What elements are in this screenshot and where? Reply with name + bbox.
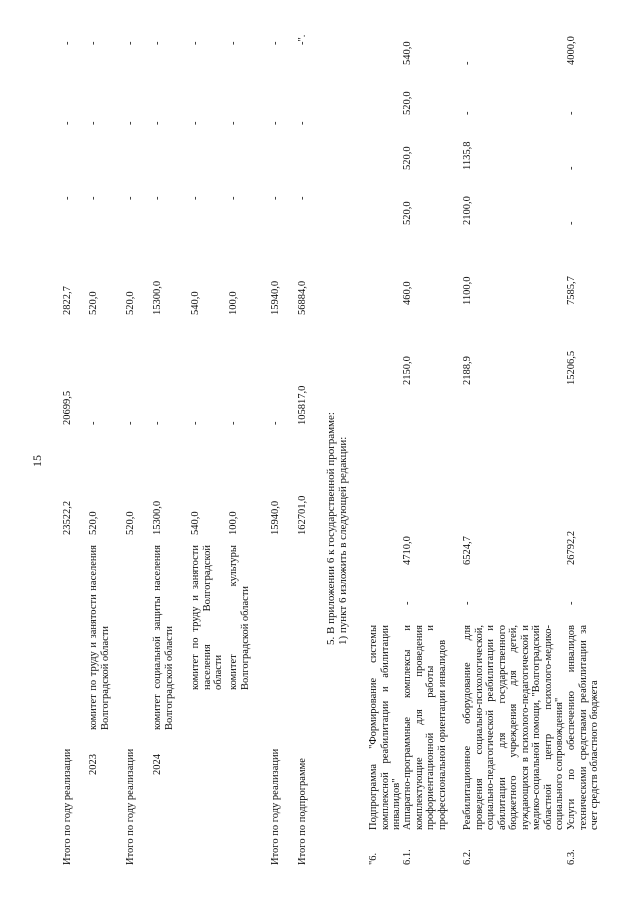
cell-value: 2100,0 (462, 196, 473, 225)
cell-value: 7585,7 (566, 276, 577, 305)
cell-value: 520,0 (125, 511, 136, 535)
cell-value: 20699,5 (62, 390, 73, 425)
instruction-line: 1) пункт 6 изложить в следующей редакции: (337, 436, 349, 645)
item-number: 6.2. (462, 849, 473, 865)
cell-value: - (88, 41, 99, 45)
cell-value: - (125, 196, 136, 200)
cell-value: 1100,0 (462, 276, 473, 305)
item-text: Услуги по обеспечению инвалидов техническими средствами реабилитации за счет средств областного бюджета (566, 625, 600, 830)
cell-value: 540,0 (190, 291, 201, 315)
cell-value: 15300,0 (152, 500, 163, 535)
item-number: 6.3. (566, 849, 577, 865)
cell-value: 15206,5 (566, 350, 577, 385)
cell-value: - (566, 166, 577, 170)
item-text: Реабилитационное оборудование для проведения социально-психологической, социально-педагогической реабилитации и абилитации для государственного бюджетного учреждения для детей, нуждающихся в психолого-педагогической и медико-социальной помощи, "Волгоградский областной центр психолого-медико-социального сопровождения" (462, 625, 565, 830)
cell-value: 23522,2 (62, 500, 73, 535)
cell-value: 15940,0 (270, 280, 281, 315)
cell-value: - (88, 421, 99, 425)
cell-value: - (152, 196, 163, 200)
cell-value: - (270, 196, 281, 200)
page-number: 15 (30, 455, 44, 467)
year-label: 2024 (152, 754, 163, 775)
cell-value: - (462, 601, 473, 605)
cell-value: - (297, 196, 308, 200)
cell-value: 460,0 (402, 281, 413, 305)
committee-name: комитет социальной защиты населения Волгоградской области (152, 545, 175, 730)
cell-value: - (566, 221, 577, 225)
cell-value: - (270, 41, 281, 45)
cell-value: - (125, 41, 136, 45)
row-label: Итого по году реализации (125, 748, 136, 865)
cell-value: - (228, 41, 239, 45)
cell-value: - (88, 121, 99, 125)
item-number: 6.1. (402, 849, 413, 865)
cell-value: 15300,0 (152, 280, 163, 315)
cell-value: 520,0 (402, 201, 413, 225)
instruction-line: 5. В приложении 6 к государственной программе: (325, 412, 337, 645)
cell-value: 105817,0 (297, 385, 308, 425)
cell-value: 520,0 (402, 91, 413, 115)
cell-value: 1135,8 (462, 141, 473, 170)
item-number: "6. (368, 852, 379, 865)
cell-value: 15940,0 (270, 500, 281, 535)
cell-value: - (190, 421, 201, 425)
item-text: Подпрограмма "Формирование системы комплексной реабилитации и абилитации инвалидов" (368, 625, 402, 830)
cell-value: - (228, 121, 239, 125)
cell-value: - (228, 196, 239, 200)
cell-value: - (190, 41, 201, 45)
cell-value: - (228, 421, 239, 425)
cell-value: 100,0 (228, 511, 239, 535)
cell-value: 26792,2 (566, 530, 577, 565)
cell-value: 100,0 (228, 291, 239, 315)
cell-value: 520,0 (88, 511, 99, 535)
cell-value: - (152, 421, 163, 425)
cell-value: - (566, 111, 577, 115)
cell-value: 520,0 (88, 291, 99, 315)
committee-name: комитет культуры Волгоградской области (228, 545, 251, 690)
item-text: Аппаратно-программные комплексы и комплектующие для проведения профориентационной работы и профессиональной ориентации инвалидов (402, 625, 448, 830)
cell-value: 56884,0 (297, 280, 308, 315)
cell-value: - (88, 196, 99, 200)
year-label: 2023 (88, 754, 99, 775)
cell-value: 4710,0 (402, 536, 413, 565)
cell-value: 540,0 (402, 41, 413, 65)
cell-value: - (125, 121, 136, 125)
cell-value: - (402, 601, 413, 605)
cell-value: - (125, 421, 136, 425)
row-label: Итого по году реализации (270, 748, 281, 865)
cell-value: 162701,0 (297, 495, 308, 535)
cell-value: - (462, 111, 473, 115)
cell-value: - (62, 41, 73, 45)
cell-value: - (152, 41, 163, 45)
committee-name: комитет по труду и занятости населения Волгоградской области (190, 545, 224, 690)
committee-name: комитет по труду и занятости населения Волгоградской области (88, 545, 111, 730)
cell-value: 4000,0 (566, 36, 577, 65)
cell-value: - (62, 196, 73, 200)
cell-value: - (270, 421, 281, 425)
cell-value: - (62, 121, 73, 125)
cell-value: 520,0 (125, 291, 136, 315)
cell-value: 520,0 (402, 146, 413, 170)
row-label: Итого по подпрограмме (297, 758, 308, 865)
cell-value: - (270, 121, 281, 125)
row-label: Итого по году реализации (62, 748, 73, 865)
cell-value: 6524,7 (462, 536, 473, 565)
cell-value: - (462, 61, 473, 65)
cell-value: 2822,7 (62, 286, 73, 315)
cell-value: - (566, 601, 577, 605)
cell-value: - (297, 121, 308, 125)
cell-value: - (190, 121, 201, 125)
cell-value: 2150,0 (402, 356, 413, 385)
cell-value: 2188,9 (462, 356, 473, 385)
cell-value: 540,0 (190, 511, 201, 535)
cell-value: - (152, 121, 163, 125)
cell-value: - (190, 196, 201, 200)
cell-value: -". (297, 34, 308, 45)
